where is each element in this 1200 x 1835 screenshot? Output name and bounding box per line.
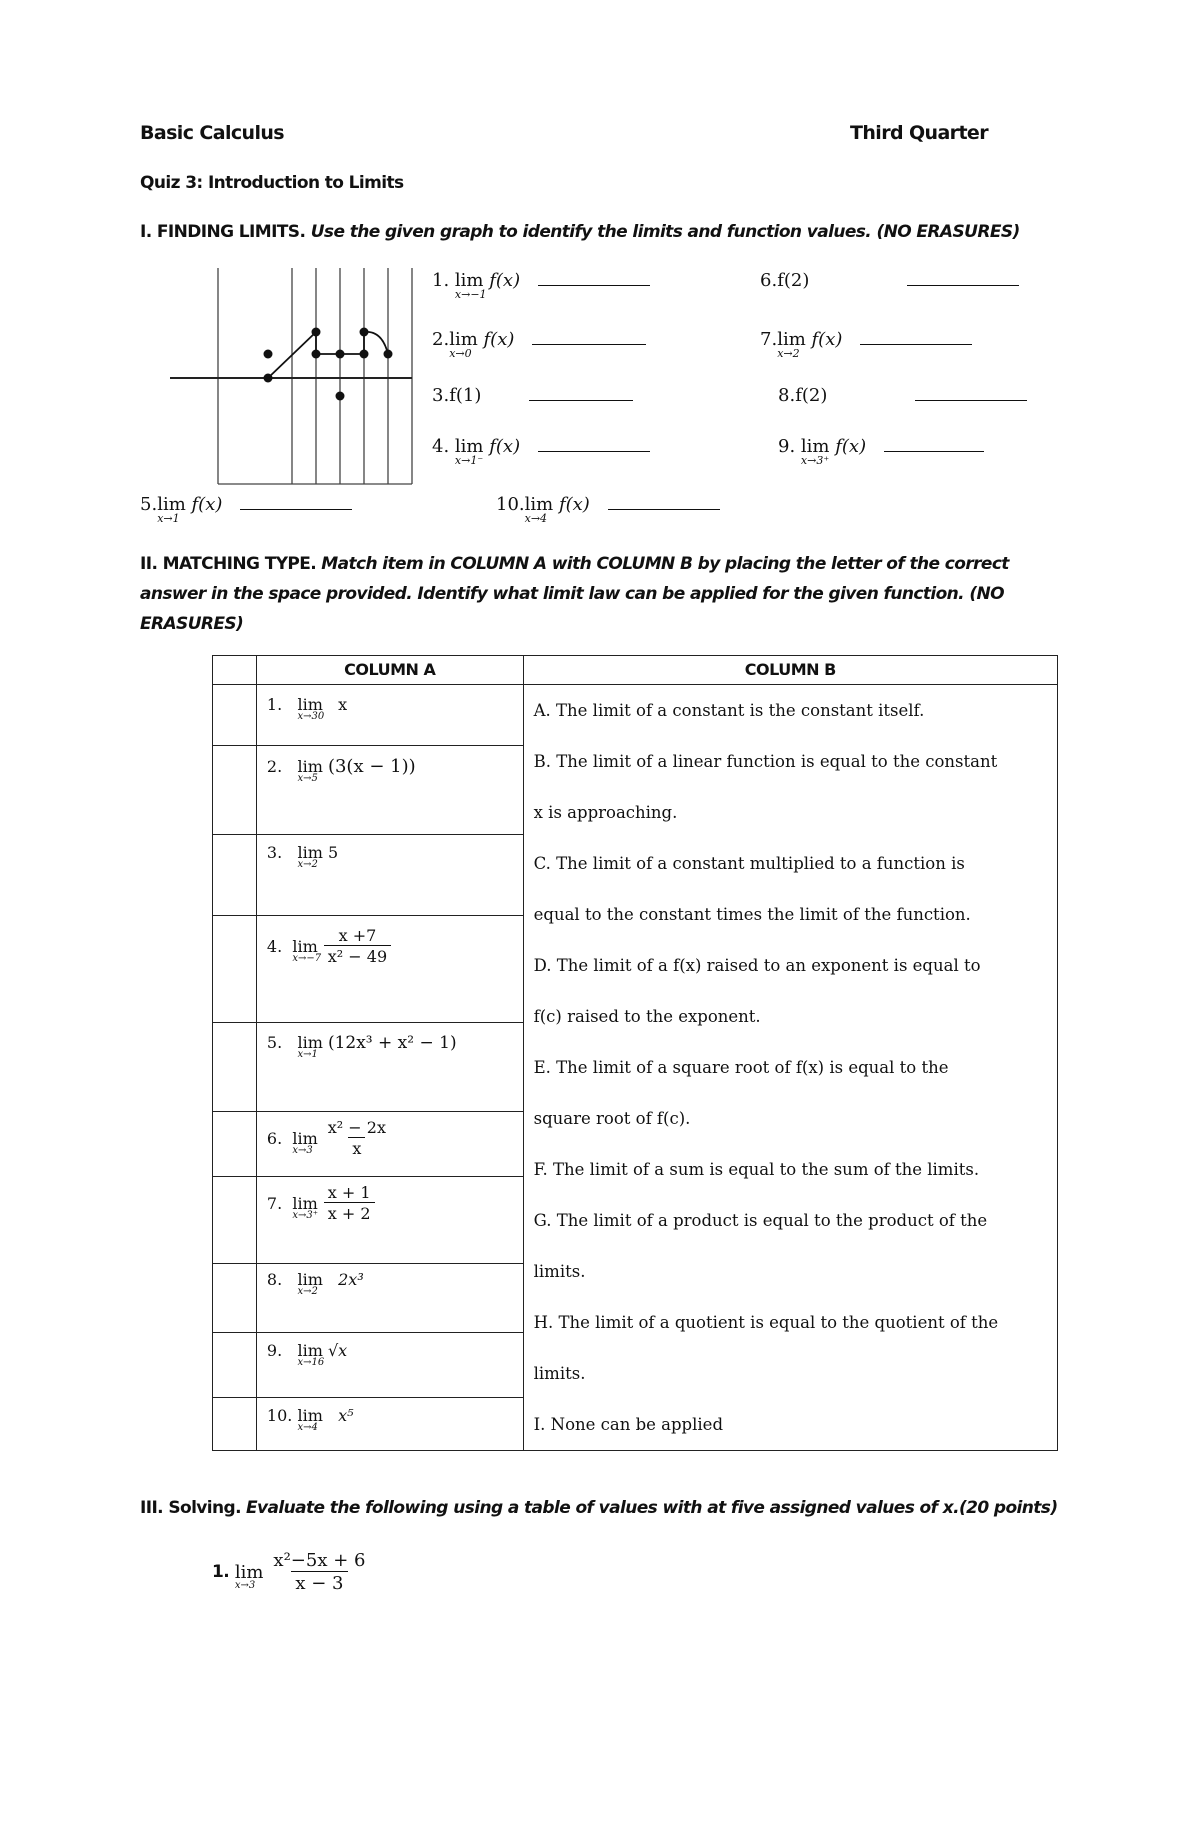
p1-item-8: 8.f(2) xyxy=(778,385,1027,406)
col-a-item-3: 3. lim x→2 5 xyxy=(256,835,523,916)
quiz-title: Quiz 3: Introduction to Limits xyxy=(140,173,404,193)
col-b-line-13: H. The limit of a quotient is equal to the quotient of the xyxy=(533,1313,999,1332)
part1-heading-line xyxy=(140,222,1100,242)
answer-blank-4[interactable] xyxy=(538,451,650,452)
answer-blank-10[interactable] xyxy=(608,509,720,510)
col-b-line-2: B. The limit of a linear function is equal to the constant xyxy=(533,752,998,771)
limit-graph xyxy=(168,268,418,490)
part1-instruction: Use the given graph to identify the limits and function values. (NO ERASURES) xyxy=(310,222,1020,242)
p1-item-5: 5.lim x→1 f(x) xyxy=(140,494,352,515)
graph-function xyxy=(268,332,388,378)
p1-item-3: 3.f(1) xyxy=(432,385,633,406)
answer-blank-9[interactable] xyxy=(884,451,984,452)
quarter-label: Third Quarter xyxy=(850,122,988,144)
answer-blank-3[interactable] xyxy=(529,400,633,401)
answer-header-cell xyxy=(213,656,257,685)
p1-item-9: 9. lim x→3⁺ f(x) xyxy=(778,436,984,457)
answer-blank-8[interactable] xyxy=(915,400,1027,401)
col-b-line-6: D. The limit of a f(x) raised to an exponent is equal to xyxy=(533,956,981,975)
column-b-header: COLUMN B xyxy=(523,656,1057,685)
col-a-item-9: 9. lim x→16 √x xyxy=(256,1333,523,1398)
col-a-item-4: 4. lim x→−7 $\frac{x +7}{\text{x² − 49}}$ xyxy=(256,916,523,1023)
col-a-item-2: 2. lim x→5 (3(x − 1)) xyxy=(256,746,523,835)
answer-box-2[interactable] xyxy=(213,746,257,835)
answer-box-8[interactable] xyxy=(213,1264,257,1333)
col-b-line-3: x is approaching. xyxy=(533,803,678,822)
col-a-item-8: 8. lim x→2 2x³ xyxy=(256,1264,523,1333)
col-a-item-7: 7. lim x→3⁺ $\frac{x + 1}{x + 2}$ xyxy=(256,1177,523,1264)
p1-item-4: 4. lim x→1⁻ f(x) xyxy=(432,436,650,457)
answer-box-4[interactable] xyxy=(213,916,257,1023)
part3-heading: III. Solving. xyxy=(140,1498,241,1518)
col-b-line-8: E. The limit of a square root of f(x) is equal to the xyxy=(533,1058,949,1077)
part3-instruction: Evaluate the following using a table of values with at five assigned values of x.(20 points) xyxy=(246,1498,1058,1518)
part1-heading: I. FINDING LIMITS. xyxy=(140,222,306,242)
part2-instruction: Match item in COLUMN A with COLUMN B by placing the letter of the correct answer in the space provided. Identify what limit law can be applied for the given function. (NO ERASURES) xyxy=(140,554,1009,634)
col-b-line-4: C. The limit of a constant multiplied to a function is xyxy=(533,854,965,873)
p1-item-2: 2.lim x→0 f(x) xyxy=(432,329,646,350)
part2-heading-block xyxy=(140,549,1060,639)
answer-blank-6[interactable] xyxy=(907,285,1019,286)
col-b-line-7: f(c) raised to the exponent. xyxy=(533,1007,761,1026)
column-a-header: COLUMN A xyxy=(256,656,523,685)
answer-box-5[interactable] xyxy=(213,1023,257,1112)
col-b-line-14: limits. xyxy=(533,1364,586,1383)
p1-item-6: 6.f(2) xyxy=(760,270,1019,291)
answer-box-1[interactable] xyxy=(213,685,257,746)
part2-heading: II. MATCHING TYPE. xyxy=(140,554,317,574)
col-a-item-1: 1. lim x→30 x xyxy=(256,685,523,746)
graph-grid xyxy=(218,268,412,484)
answer-blank-7[interactable] xyxy=(860,344,972,345)
answer-blank-2[interactable] xyxy=(532,344,646,345)
answer-box-10[interactable] xyxy=(213,1398,257,1451)
col-b-line-9: square root of f(c). xyxy=(533,1109,691,1128)
answer-box-7[interactable] xyxy=(213,1177,257,1264)
answer-blank-1[interactable] xyxy=(538,285,650,286)
col-a-item-10: 10. lim x→4 x⁵ xyxy=(256,1398,523,1451)
col-b-line-5: equal to the constant times the limit of the function. xyxy=(533,905,971,924)
answer-box-6[interactable] xyxy=(213,1112,257,1177)
col-a-item-6: 6. lim x→3 $\frac{\text{x² − 2x}}{x}$ xyxy=(256,1112,523,1177)
p1-item-10: 10.lim x→4 f(x) xyxy=(496,494,720,515)
part3-item-1: 1. lim x→3 $\frac{\text{x²−5x + 6}}{x - 3}$ xyxy=(212,1550,366,1594)
subject-title: Basic Calculus xyxy=(140,122,285,144)
part3-heading-line xyxy=(140,1498,1100,1518)
col-b-line-15: I. None can be applied xyxy=(533,1415,724,1434)
col-b-line-12: limits. xyxy=(533,1262,586,1281)
col-b-line-1: A. The limit of a constant is the constant itself. xyxy=(533,701,925,720)
answer-blank-5[interactable] xyxy=(240,509,352,510)
answer-box-9[interactable] xyxy=(213,1333,257,1398)
col-a-item-5: 5. lim x→1 (12x³ + x² − 1) xyxy=(256,1023,523,1112)
matching-table xyxy=(212,655,1058,1451)
col-b-line-10: F. The limit of a sum is equal to the sum of the limits. xyxy=(533,1160,980,1179)
column-b-list xyxy=(523,685,1057,1451)
col-b-line-11: G. The limit of a product is equal to the product of the xyxy=(533,1211,988,1230)
answer-box-3[interactable] xyxy=(213,835,257,916)
p1-item-1: 1. lim x→−1 f(x) xyxy=(432,270,650,291)
p1-item-7: 7.lim x→2 f(x) xyxy=(760,329,972,350)
